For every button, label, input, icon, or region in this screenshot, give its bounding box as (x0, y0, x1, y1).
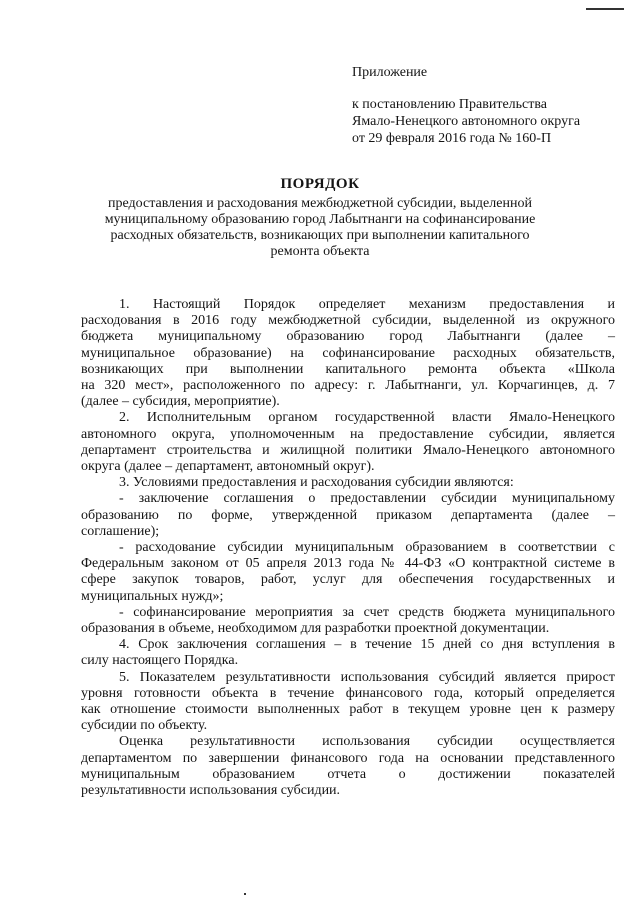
paragraph-line: уровня готовности объекта в течение финансового года, который определяется (81, 685, 615, 701)
paragraph-line: - заключение соглашения о предоставлении субсидии муниципальному (119, 491, 615, 507)
appendix-line-2: Ямало-Ненецкого автономного округа (352, 114, 581, 129)
paragraph-line: муниципальным образованием отчета о достижении показателей (81, 766, 615, 782)
scan-corner-mark (586, 8, 624, 10)
paragraph-line: образованию по форме, утвержденной приказом департамента (далее – (81, 507, 615, 523)
document-title: ПОРЯДОК (280, 176, 360, 192)
paragraph (81, 475, 615, 491)
paragraph-line: - расходование субсидии муниципальным образованием в соответствии с (119, 540, 615, 556)
paragraph-line: расходования в 2016 году межбюджетной субсидии, выделенной из окружного (81, 313, 615, 329)
paragraph-line: (далее – субсидия, мероприятие). (81, 394, 280, 410)
paragraph-line: 2. Исполнительным органом государственной власти Ямало-Ненецкого (119, 410, 615, 426)
paragraph (81, 297, 615, 410)
paragraph-line: бюджета муниципальному образованию город Лабытнанги (далее – (81, 329, 615, 345)
paragraph-line: на 320 мест», расположенного по адресу: г. Лабытнанги, ул. Корчагинцев, д. 7 (81, 378, 615, 394)
paragraph-line: автономного округа, уполномоченным на предоставление субсидии, является (81, 426, 615, 442)
paragraph (81, 491, 615, 540)
paragraph-line: 1. Настоящий Порядок определяет механизм предоставления и (119, 297, 615, 312)
paragraph-line: департаментом по завершении финансового года на основании представленного (81, 750, 615, 766)
scan-dot (244, 893, 246, 895)
paragraph-line: как отношение стоимости выполненных работ в текущем уровне цен к размеру (81, 702, 615, 718)
paragraph-line: 4. Срок заключения соглашения – в течение 15 дней со дня вступления в (119, 637, 615, 653)
document-body (81, 297, 615, 799)
paragraph (81, 540, 615, 605)
paragraph (81, 670, 615, 735)
subtitle-line: предоставления и расходования межбюджетной субсидии, выделенной (108, 196, 532, 211)
appendix-block (352, 64, 580, 147)
document-subtitle (100, 196, 540, 260)
paragraph (81, 410, 615, 475)
paragraph (81, 637, 615, 669)
subtitle-line: расходных обязательств, возникающих при выполнении капитального (110, 228, 530, 243)
appendix-line-3: от 29 февраля 2016 года № 160-П (352, 131, 552, 146)
paragraph-line: 3. Условиями предоставления и расходования субсидии являются: (119, 475, 514, 491)
paragraph-line: департамент строительства и жилищной политики Ямало-Ненецкого автономного (81, 442, 615, 458)
paragraph-line: Оценка результативности использования субсидии осуществляется (119, 734, 615, 750)
appendix-line-1: к постановлению Правительства (352, 97, 548, 112)
subtitle-line: ремонта объекта (270, 244, 370, 259)
paragraph-line: соглашение); (81, 523, 160, 539)
paragraph-line: возникающих при выполнении капитального ремонта объекта «Школа (81, 361, 615, 377)
paragraph-line: Федеральным законом от 05 апреля 2013 года № 44-ФЗ «О контрактной системе в (81, 556, 615, 572)
paragraph-line: образования в объеме, необходимом для разработки проектной документации. (81, 621, 550, 637)
paragraph-line: муниципальное образование) на софинансирование расходных обязательств, (81, 345, 615, 361)
paragraph-line: силу настоящего Порядка. (81, 653, 239, 669)
subtitle-line: муниципальному образованию город Лабытнанги на софинансирование (104, 212, 536, 227)
paragraph-line: сфере закупок товаров, работ, услуг для обеспечения государственных и (81, 572, 615, 588)
paragraph-line: муниципальных нужд»; (81, 588, 224, 604)
paragraph-line: 5. Показателем результативности использования субсидий является прирост (119, 669, 615, 685)
paragraph-line: округа (далее – департамент, автономный округ). (81, 459, 375, 475)
paragraph (81, 605, 615, 637)
paragraph-line: результативности использования субсидии. (81, 783, 341, 799)
appendix-title: Приложение (352, 65, 428, 80)
paragraph-line: субсидии по объекту. (81, 718, 208, 734)
paragraph-line: - софинансирование мероприятия за счет средств бюджета муниципального (119, 604, 615, 620)
paragraph (81, 734, 615, 799)
